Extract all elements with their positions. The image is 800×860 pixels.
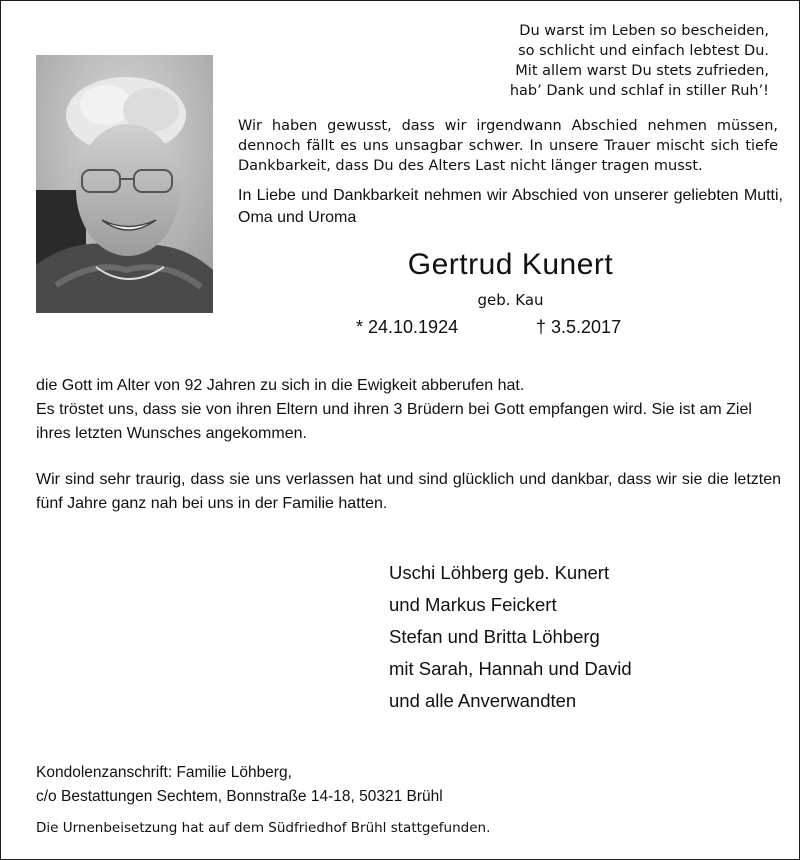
announcement-line: Es tröstet uns, dass sie von ihren Eltern und ihren 3 Brüdern bei Gott empfangen wird. Sie ist am Ziel ihres letzten Wunsches angekommen. <box>36 401 752 442</box>
signer: Stefan und Britta Löhberg <box>389 626 600 647</box>
family-paragraph: Wir sind sehr traurig, dass sie uns verlassen hat und sind glücklich und dankbar, dass wir sie die letzten fünf Jahre ganz nah bei uns in der Familie hatten. <box>36 471 781 512</box>
poem <box>449 21 769 101</box>
address-line: c/o Bestattungen Sechtem, Bonnstraße 14-18, 50321 Brühl <box>36 788 443 805</box>
poem-line: Mit allem warst Du stets zufrieden, <box>515 63 769 79</box>
signer: und Markus Feickert <box>389 594 557 615</box>
death-date: † 3.5.2017 <box>536 317 622 337</box>
announcement-line: die Gott im Alter von 92 Jahren zu sich in die Ewigkeit abberufen hat. <box>36 377 525 394</box>
lead-paragraph: In Liebe und Dankbarkeit nehmen wir Abschied von unserer geliebten Mutti, Oma und Uroma <box>238 187 783 226</box>
condolence-address <box>36 761 636 809</box>
portrait-photo <box>36 55 213 313</box>
birth-date: * 24.10.1924 <box>356 317 459 337</box>
poem-line: Du warst im Leben so bescheiden, <box>519 23 769 39</box>
urn-burial-note: Die Urnenbeisetzung hat auf dem Südfriedhof Brühl stattgefunden. <box>36 820 491 836</box>
poem-line: hab’ Dank und schlaf in stiller Ruh’! <box>509 83 769 99</box>
signers-list <box>389 557 769 717</box>
poem-line: so schlicht und einfach lebtest Du. <box>518 43 769 59</box>
intro-paragraph: Wir haben gewusst, dass wir irgendwann Abschied nehmen müssen, dennoch fällt es uns unsagbar schwer. In unsere Trauer mischt sich tiefe Dankbarkeit, dass Du des Alters Last nicht länger tragen musst. <box>238 118 778 174</box>
signer: mit Sarah, Hannah und David <box>389 658 632 679</box>
address-line: Kondolenzanschrift: Familie Löhberg, <box>36 764 292 781</box>
birth-name: geb. Kau <box>477 291 544 309</box>
announcement-paragraph <box>36 374 781 446</box>
deceased-name: Gertrud Kunert <box>407 248 614 281</box>
signer: und alle Anverwandten <box>389 690 577 711</box>
signer: Uschi Löhberg geb. Kunert <box>389 562 610 583</box>
